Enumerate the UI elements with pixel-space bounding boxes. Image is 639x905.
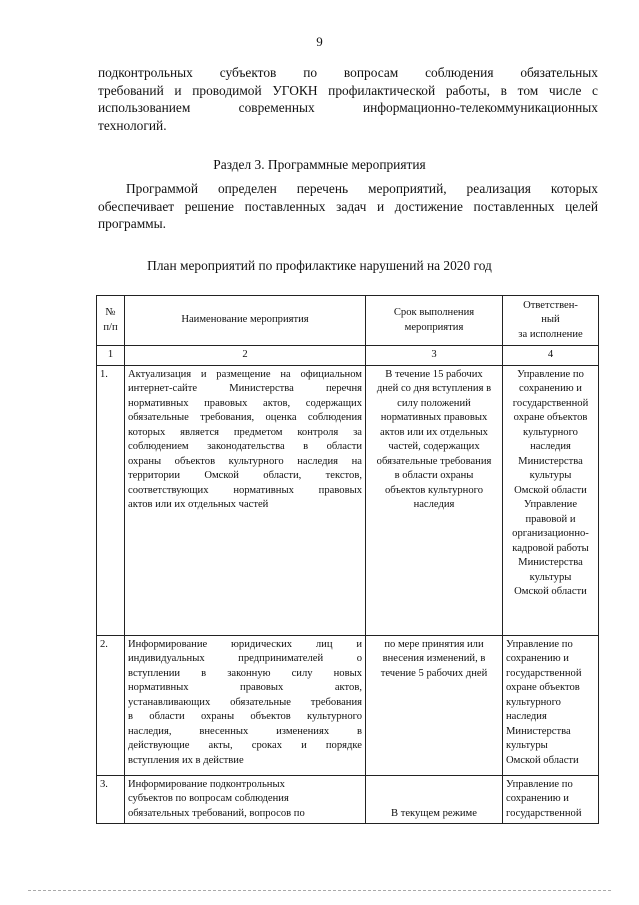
cell-line: Министерства (518, 557, 583, 568)
row-responsible (503, 365, 599, 635)
cell-line: актов или их отдельных (380, 426, 488, 438)
plan-title: План мероприятий по профилактике нарушений на 2020 год (147, 258, 492, 273)
col-number: 2 (125, 346, 366, 366)
intro-line: технологий. (98, 117, 167, 133)
header-deadline-line: Срок выполнения (393, 307, 475, 318)
header-responsible-line: за исполнение (518, 328, 583, 340)
section-line: Программой определен перечень мероприятий, реализация которых (126, 181, 598, 196)
cell-line: В текущем режиме (391, 807, 477, 819)
cell-line: вступления их в действие (128, 754, 244, 766)
cell-line: Управление по (506, 638, 573, 650)
cell-line: интернет-сайте Министерства перечня (128, 383, 362, 394)
row-deadline (366, 635, 503, 775)
page-bottom-edge (28, 890, 611, 891)
cell-line: государственной (512, 397, 589, 409)
header-num (97, 296, 125, 346)
intro-line: использованием современных информационно-телекоммуникационных (98, 100, 598, 115)
cell-line: Управление (523, 499, 578, 510)
cell-line: культуры (529, 571, 572, 583)
header-num-line: № (105, 307, 116, 318)
cell-line: нормативных правовых актов, (128, 682, 362, 693)
section-paragraph (98, 180, 598, 233)
col-number: 4 (503, 346, 599, 366)
cell-line: сохранению и (506, 793, 569, 804)
cell-line: культуры (506, 740, 548, 751)
cell-line: наследия (413, 499, 455, 510)
intro-paragraph (98, 64, 598, 134)
cell-line: нормативных правовых актов, содержащих (128, 397, 362, 409)
cell-line: Омской области (506, 754, 579, 766)
cell-line: обязательных требований, вопросов по (128, 807, 305, 819)
cell-line: нормативных правовых (380, 412, 488, 423)
header-responsible (503, 296, 599, 346)
cell-line: внесения изменений, в (382, 653, 486, 664)
row-number: 3. (97, 775, 125, 824)
cell-line: сохранению и (519, 383, 582, 394)
table-row (97, 365, 599, 635)
row-deadline (366, 365, 503, 635)
cell-line: объектов культурного (384, 484, 484, 496)
header-num-line: п/п (103, 321, 118, 333)
section-line: программы. (98, 216, 166, 231)
intro-line: подконтрольных субъектов по вопросам соблюдения обязательных (98, 65, 598, 80)
header-deadline (366, 296, 503, 346)
header-deadline-line: мероприятия (404, 321, 464, 333)
cell-line: в области охраны (394, 470, 474, 481)
cell-line: Министерства (506, 725, 571, 737)
cell-line: которых является предметом контроля за (128, 426, 362, 438)
column-number-row (97, 346, 599, 366)
cell-line: действующие акты, сроках и порядке (128, 740, 362, 751)
cell-line: государственной (506, 807, 582, 819)
cell-line: Омской области (514, 484, 587, 496)
header-name: Наименование мероприятия (125, 296, 366, 346)
cell-line: Управление по (506, 778, 573, 790)
cell-line: территории Омской области, текстов, (128, 470, 362, 481)
cell-line: в области охраны объектов культурного (128, 711, 362, 722)
cell-line: Министерства (518, 455, 583, 467)
cell-line: культурного (506, 696, 561, 708)
cell-line: по мере принятия или (384, 638, 484, 650)
cell-line: культурного (523, 426, 578, 438)
table-header-row (97, 296, 599, 346)
cell-line: обязательные требования, оценка соблюдения (128, 412, 362, 423)
cell-line: охране объектов (506, 682, 580, 693)
cell-line: соответствующих нормативных правовых (128, 484, 362, 496)
page-number: 9 (316, 34, 323, 49)
cell-line: наследия (506, 711, 547, 722)
row-responsible (503, 775, 599, 824)
cell-line: государственной (506, 667, 582, 679)
cell-line: Информирование юридических лиц и (128, 638, 362, 650)
col-number: 3 (366, 346, 503, 366)
cell-line: охране объектов (513, 412, 588, 423)
cell-line: наследия, внесенных изменениях в (128, 725, 362, 737)
section-title: Раздел 3. Программные мероприятия (213, 157, 426, 172)
row-deadline (366, 775, 503, 824)
cell-line: Информирование подконтрольных (128, 778, 285, 790)
cell-line: Актуализация и размещение на официальном (128, 368, 362, 380)
header-responsible-line: ный (541, 314, 560, 326)
row-name (125, 775, 366, 824)
cell-line: субъектов по вопросам соблюдения (128, 793, 289, 804)
row-name (125, 635, 366, 775)
cell-line: устанавливающих обязательные требования (128, 696, 362, 708)
cell-line: кадровой работы (512, 542, 589, 554)
row-number: 2. (97, 635, 125, 775)
cell-line: актов или их отдельных частей (128, 499, 269, 510)
col-number: 1 (97, 346, 125, 366)
cell-line: дней со дня вступления в (376, 383, 492, 394)
cell-line: сохранению и (506, 653, 569, 664)
cell-line: организационно- (512, 528, 589, 539)
cell-line: обязательные требования (376, 455, 492, 467)
section-line: обеспечивает решение поставленных задач и достижение поставленных целей (98, 198, 598, 214)
intro-line: требований и проводимой УГОКН профилактической работы, в том числе с (98, 82, 598, 98)
cell-line: частей, содержащих (388, 441, 480, 452)
cell-line: силу положений (397, 397, 471, 409)
table-row (97, 775, 599, 824)
cell-line: соблюдением законодательства в области (128, 441, 362, 452)
table-row (97, 635, 599, 775)
row-number: 1. (97, 365, 125, 635)
row-name (125, 365, 366, 635)
plan-table (96, 295, 599, 824)
cell-line: охраны объектов культурного наследия на (128, 455, 362, 467)
cell-line: культуры (529, 470, 572, 481)
cell-line: Управление по (517, 368, 584, 380)
header-responsible-line: Ответствен- (523, 299, 578, 311)
cell-line: правовой и (525, 513, 576, 525)
cell-line: вступлении в законную силу новых (128, 667, 362, 679)
cell-line: В течение 15 рабочих (385, 368, 483, 380)
cell-line: наследия (530, 441, 571, 452)
row-responsible (503, 635, 599, 775)
cell-line: течение 5 рабочих дней (380, 667, 488, 679)
cell-line: индивидуальных предпринимателей о (128, 653, 362, 664)
cell-line: Омской области (514, 586, 587, 597)
